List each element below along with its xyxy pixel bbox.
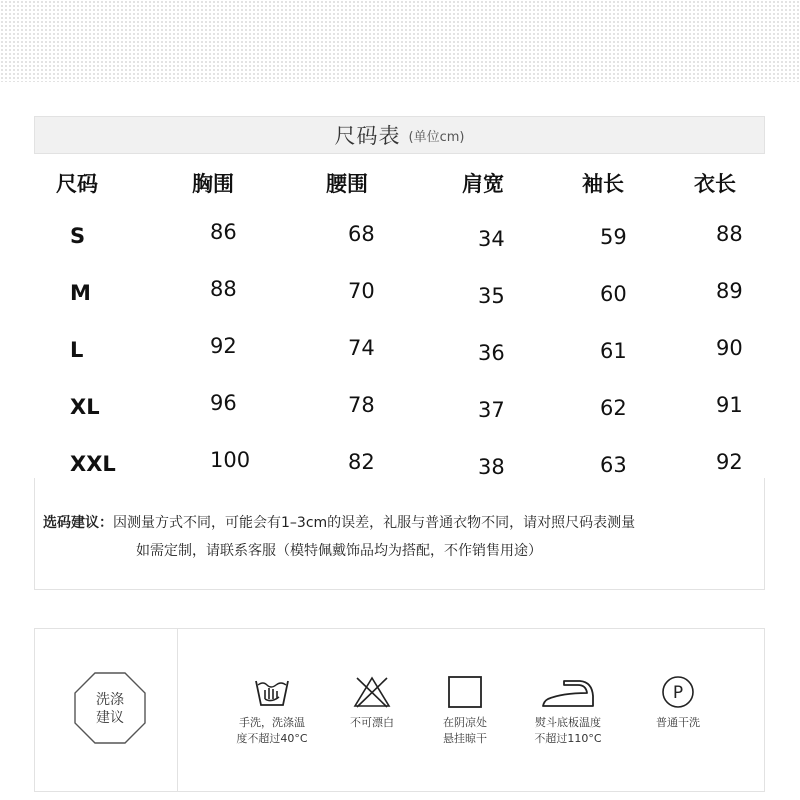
advice-text-1: 因测量方式不同，可能会有1–3cm的误差，礼服与普通衣物不同，请对照尺码表测量	[113, 515, 636, 531]
header-waist: 腰围	[326, 172, 368, 196]
row-chest-value: 86	[210, 220, 237, 244]
hand-wash-label-2: 度不超过40°C	[236, 732, 308, 745]
row-shoulder-value: 35	[478, 284, 505, 308]
row-shoulder-value: 38	[478, 455, 505, 479]
care-divider	[177, 629, 178, 791]
row-waist-value: 78	[348, 393, 375, 417]
row-size-label: XXL	[70, 452, 116, 476]
size-chart-unit: (单位cm)	[408, 129, 465, 145]
row-sleeve-value: 63	[600, 453, 627, 477]
no-bleach-icon	[352, 675, 392, 709]
row-waist-value: 68	[348, 222, 375, 246]
row-sleeve-value: 60	[600, 282, 627, 306]
row-sleeve-value: 61	[600, 339, 627, 363]
advice-line-1	[43, 512, 635, 532]
header-shoulder: 肩宽	[462, 172, 504, 196]
dry-in-shade-label-1: 在阴凉处	[443, 716, 487, 729]
row-length-value: 89	[716, 279, 743, 303]
care-item-dry-in-shade	[410, 675, 520, 747]
dry-in-shade-label-2: 悬挂晾干	[443, 732, 487, 745]
row-waist-value: 70	[348, 279, 375, 303]
wash-advice-badge-text: 洗涤 建议	[96, 692, 124, 726]
svg-text:P: P	[672, 683, 684, 703]
header-sleeve: 袖长	[582, 172, 624, 196]
hand-wash-icon	[254, 675, 290, 709]
dry-in-shade-icon	[447, 675, 483, 709]
dry-clean-p-icon	[660, 675, 696, 709]
size-chart-title: 尺码表	[334, 124, 401, 148]
row-size-label: M	[70, 281, 91, 305]
header-size: 尺码	[56, 172, 98, 196]
header-chest: 胸围	[192, 172, 234, 196]
advice-line-2: 如需定制，请联系客服（模特佩戴饰品均为搭配，不作销售用途）	[136, 543, 542, 559]
size-advice-box	[34, 478, 765, 590]
care-item-iron	[513, 675, 623, 747]
size-table	[34, 154, 765, 478]
row-sleeve-value: 62	[600, 396, 627, 420]
row-size-label: L	[70, 338, 84, 362]
row-sleeve-value: 59	[600, 225, 627, 249]
row-size-label: XL	[70, 395, 100, 419]
row-chest-value: 100	[210, 448, 251, 472]
row-shoulder-value: 34	[478, 227, 505, 251]
row-waist-value: 82	[348, 450, 375, 474]
iron-icon	[540, 675, 596, 709]
row-length-value: 91	[716, 393, 743, 417]
no-bleach-label: 不可漂白	[350, 716, 394, 729]
iron-label-2: 不超过110°C	[534, 732, 602, 745]
care-item-dry-clean	[623, 675, 733, 731]
row-length-value: 92	[716, 450, 743, 474]
header-length: 衣长	[694, 172, 736, 196]
row-length-value: 90	[716, 336, 743, 360]
row-shoulder-value: 36	[478, 341, 505, 365]
row-chest-value: 92	[210, 334, 237, 358]
hand-wash-label-1: 手洗，洗涤温	[239, 716, 305, 729]
dry-clean-label: 普通干洗	[656, 716, 700, 729]
dotted-header-pattern	[0, 0, 800, 82]
care-instructions-box	[34, 628, 765, 792]
iron-label-1: 熨斗底板温度	[535, 716, 601, 729]
row-length-value: 88	[716, 222, 743, 246]
care-item-hand-wash	[217, 675, 327, 747]
row-size-label: S	[70, 224, 86, 248]
row-chest-value: 96	[210, 391, 237, 415]
row-chest-value: 88	[210, 277, 237, 301]
size-chart-title-bar	[34, 116, 765, 154]
row-shoulder-value: 37	[478, 398, 505, 422]
advice-label: 选码建议：	[43, 515, 113, 531]
row-waist-value: 74	[348, 336, 375, 360]
